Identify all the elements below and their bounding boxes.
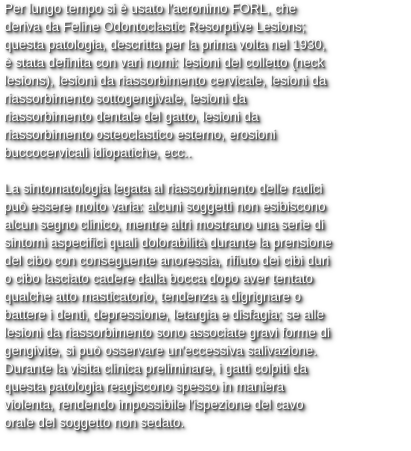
paragraph-symptoms: La sintomatologia legata al riassorbimento delle radici può essere molto varia: alcuni soggetti non esibiscono alcun segno clinico, mentre altri mostrano una serie di sintomi aspecifici quali dolorabilità durante la prensione del cibo con conseguente anoressia, rifiuto dei cibi duri o cibo lasciato cadere dalla bocca dopo aver tentato qualche atto masticatorio, tendenza a digrignare o battere i denti, depressione, letargia e disfagia; se alle lesioni da riassorbimento sono associate gravi forme di gengivite, si può osservare un'eccessiva salivazione. Durante la visita clinica preliminare, i gatti colpiti da questa patologia reagiscono spesso in maniera violenta, rendendo impossibile l'ispezione del cavo orale del soggetto non sedato. xyxy=(4,181,332,430)
paragraph-forl-definition: Per lungo tempo si è usato l'acronimo FORL, che deriva da Feline Odontoclastic Resorptive Lesions; questa patologia, descritta per la prima volta nel 1930, è stata definita con vari nomi: lesioni del colletto (neck lesions), lesioni da riassorbimento cervicale, lesioni da riassorbimento sottogengivale, lesioni da riassorbimento dentale del gatto, lesioni da riassorbimento osteoclastico esterno, erosioni buccocervicali idiopatiche, ecc.. xyxy=(4,1,327,160)
paragraph-spacer xyxy=(4,162,407,180)
article-text xyxy=(4,0,407,432)
